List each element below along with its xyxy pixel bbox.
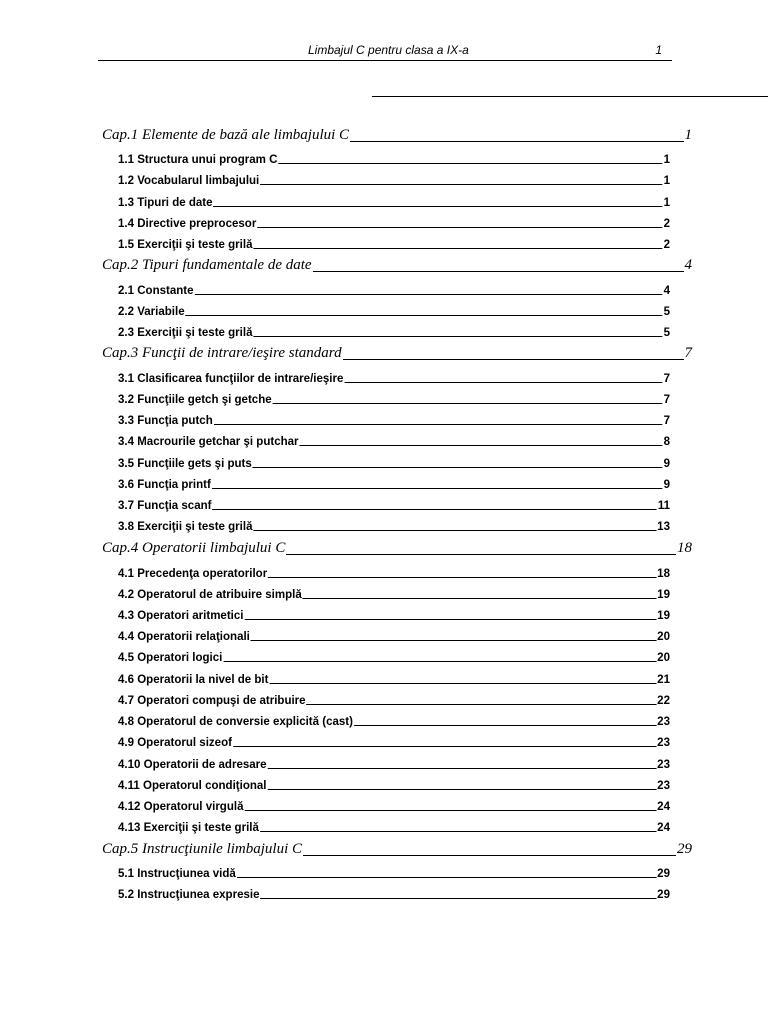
toc-page-number: 7 xyxy=(663,413,670,427)
toc-page-number: 7 xyxy=(684,345,692,361)
toc-chapter-entry[interactable] xyxy=(102,256,692,274)
toc-page-number: 2 xyxy=(663,237,670,251)
toc-section-title: 4.4 Operatorii relaţionali xyxy=(118,629,250,643)
toc-section-entry[interactable] xyxy=(118,607,670,622)
toc-chapter-entry[interactable] xyxy=(102,840,692,858)
toc-page-number: 13 xyxy=(657,519,670,533)
header-title: Limbajul C pentru clasa a IX-a xyxy=(308,43,469,57)
toc-leader-line xyxy=(260,897,656,899)
toc-section-entry[interactable] xyxy=(118,865,670,880)
toc-leader-line xyxy=(343,358,684,360)
toc-section-entry[interactable] xyxy=(118,734,670,749)
toc-section-title: 4.8 Operatorul de conversie explicită (cast) xyxy=(118,714,353,728)
toc-section-title: 1.5 Exerciţii şi teste grilă xyxy=(118,237,253,251)
toc-leader-line xyxy=(195,293,663,295)
toc-leader-line xyxy=(257,226,662,228)
toc-section-title: 5.2 Instrucţiunea expresie xyxy=(118,887,260,901)
toc-leader-line xyxy=(253,247,662,249)
toc-section-title: 2.2 Variabile xyxy=(118,304,185,318)
toc-section-title: 1.4 Directive preprocesor xyxy=(118,216,257,230)
toc-section-entry[interactable] xyxy=(118,886,670,901)
toc-page-number: 19 xyxy=(657,608,670,622)
toc-page-number: 23 xyxy=(657,735,670,749)
toc-leader-line xyxy=(244,618,656,620)
toc-page-number: 11 xyxy=(657,498,670,512)
toc-page-number: 21 xyxy=(657,672,670,686)
toc-section-title: 2.1 Constante xyxy=(118,283,194,297)
toc-leader-line xyxy=(313,270,684,272)
toc-leader-line xyxy=(212,508,656,510)
toc-section-title: 4.6 Operatorii la nivel de bit xyxy=(118,672,269,686)
toc-section-entry[interactable] xyxy=(118,282,670,297)
toc-section-title: 3.4 Macrourile getchar şi putchar xyxy=(118,434,299,448)
toc-leader-line xyxy=(354,724,656,726)
toc-section-entry[interactable] xyxy=(118,628,670,643)
toc-page-number: 1 xyxy=(663,173,670,187)
toc-chapter-title: Cap.5 Instrucţiunile limbajului C xyxy=(102,841,303,857)
toc-section-entry[interactable] xyxy=(118,215,670,230)
toc-leader-line xyxy=(269,682,656,684)
toc-leader-line xyxy=(251,639,656,641)
toc-page-number: 18 xyxy=(657,566,670,580)
toc-section-title: 5.1 Instrucţiunea vidă xyxy=(118,866,236,880)
toc-page-number: 29 xyxy=(657,887,670,901)
toc-leader-line xyxy=(307,703,657,705)
toc-page-number: 1 xyxy=(663,152,670,166)
toc-section-entry[interactable] xyxy=(118,433,670,448)
toc-chapter-title: Cap.4 Operatorii limbajului C xyxy=(102,540,286,556)
toc-leader-line xyxy=(253,466,663,468)
toc-section-entry[interactable] xyxy=(118,151,670,166)
toc-section-title: 4.7 Operatori compuşi de atribuire xyxy=(118,693,306,707)
toc-section-title: 3.7 Funcţia scanf xyxy=(118,498,212,512)
toc-page-number: 24 xyxy=(657,799,670,813)
toc-leader-line xyxy=(260,183,662,185)
toc-page-number: 1 xyxy=(684,127,692,143)
toc-page-number: 22 xyxy=(657,693,670,707)
toc-section-title: 2.3 Exerciţii şi teste grilă xyxy=(118,325,253,339)
toc-section-entry[interactable] xyxy=(118,303,670,318)
toc-leader-line xyxy=(253,335,662,337)
toc-section-title: 3.8 Exerciţii şi teste grilă xyxy=(118,519,253,533)
toc-leader-line xyxy=(350,140,683,142)
toc-section-entry[interactable] xyxy=(118,756,670,771)
toc-section-entry[interactable] xyxy=(118,777,670,792)
toc-chapter-entry[interactable] xyxy=(102,126,692,144)
header-page-number: 1 xyxy=(655,43,662,57)
toc-section-entry[interactable] xyxy=(118,819,670,834)
toc-chapter-entry[interactable] xyxy=(102,344,692,362)
toc-page-number: 1 xyxy=(663,195,670,209)
toc-page-number: 29 xyxy=(677,841,692,857)
toc-leader-line xyxy=(253,529,656,531)
toc-leader-line xyxy=(186,314,663,316)
toc-leader-line xyxy=(212,487,663,489)
toc-page-number: 9 xyxy=(663,456,670,470)
toc-leader-line xyxy=(300,444,663,446)
toc-page-number: 7 xyxy=(663,371,670,385)
toc-section-title: 4.10 Operatorii de adresare xyxy=(118,757,267,771)
toc-section-entry[interactable] xyxy=(118,692,670,707)
toc-chapter-entry[interactable] xyxy=(102,539,692,557)
toc-section-entry[interactable] xyxy=(118,194,670,209)
toc-section-entry[interactable] xyxy=(118,370,670,385)
toc-leader-line xyxy=(278,162,662,164)
toc-page-number: 8 xyxy=(663,434,670,448)
toc-leader-line xyxy=(260,830,656,832)
toc-section-entry[interactable] xyxy=(118,586,670,601)
horizontal-rule xyxy=(372,96,768,97)
toc-section-entry[interactable] xyxy=(118,565,670,580)
toc-leader-line xyxy=(286,553,676,555)
toc-leader-line xyxy=(268,576,656,578)
toc-leader-line xyxy=(303,597,657,599)
toc-leader-line xyxy=(273,402,663,404)
toc-page-number: 23 xyxy=(657,714,670,728)
toc-section-entry[interactable] xyxy=(118,455,670,470)
toc-page-number: 20 xyxy=(657,629,670,643)
toc-section-title: 4.12 Operatorul virgulă xyxy=(118,799,244,813)
toc-leader-line xyxy=(214,205,663,207)
toc-section-entry[interactable] xyxy=(118,391,670,406)
toc-section-title: 4.9 Operatorul sizeof xyxy=(118,735,232,749)
toc-page-number: 19 xyxy=(657,587,670,601)
toc-section-entry[interactable] xyxy=(118,412,670,427)
page-header xyxy=(98,42,672,61)
toc-section-title: 1.3 Tipuri de date xyxy=(118,195,213,209)
toc-section-title: 3.3 Funcţia putch xyxy=(118,413,213,427)
toc-chapter-title: Cap.2 Tipuri fundamentale de date xyxy=(102,257,312,273)
toc-page-number: 20 xyxy=(657,650,670,664)
toc-page-number: 29 xyxy=(657,866,670,880)
toc-leader-line xyxy=(214,423,663,425)
toc-page-number: 2 xyxy=(663,216,670,230)
toc-section-title: 1.2 Vocabularul limbajului xyxy=(118,173,260,187)
toc-leader-line xyxy=(244,809,656,811)
toc-page-number: 7 xyxy=(663,392,670,406)
toc-page-number: 9 xyxy=(663,477,670,491)
toc-page-number: 18 xyxy=(677,540,692,556)
toc-page-number: 4 xyxy=(684,257,692,273)
toc-section-title: 4.1 Precedenţa operatorilor xyxy=(118,566,268,580)
toc-section-entry[interactable] xyxy=(118,497,670,512)
toc-page-number: 24 xyxy=(657,820,670,834)
toc-section-title: 4.5 Operatori logici xyxy=(118,650,223,664)
toc-section-title: 4.11 Operatorul condiţional xyxy=(118,778,267,792)
toc-section-title: 4.3 Operatori aritmetici xyxy=(118,608,244,622)
toc-section-entry[interactable] xyxy=(118,172,670,187)
toc-page-number: 23 xyxy=(657,778,670,792)
toc-page-number: 23 xyxy=(657,757,670,771)
toc-leader-line xyxy=(237,876,656,878)
toc-section-entry[interactable] xyxy=(118,324,670,339)
toc-section-title: 4.13 Exerciţii şi teste grilă xyxy=(118,820,259,834)
toc-section-title: 1.1 Structura unui program C xyxy=(118,152,278,166)
toc-leader-line xyxy=(344,381,662,383)
toc-leader-line xyxy=(268,767,657,769)
toc-section-title: 3.2 Funcţiile getch şi getche xyxy=(118,392,272,406)
toc-section-title: 4.2 Operatorul de atribuire simplă xyxy=(118,587,302,601)
toc-page-number: 4 xyxy=(663,283,670,297)
toc-leader-line xyxy=(303,854,676,856)
toc-chapter-title: Cap.1 Elemente de bază ale limbajului C xyxy=(102,127,350,143)
toc-section-entry[interactable] xyxy=(118,236,670,251)
toc-section-entry[interactable] xyxy=(118,649,670,664)
toc-section-entry[interactable] xyxy=(118,518,670,533)
toc-page-number: 5 xyxy=(663,325,670,339)
toc-section-title: 3.6 Funcţia printf xyxy=(118,477,211,491)
toc-section-entry[interactable] xyxy=(118,713,670,728)
toc-page-number: 5 xyxy=(663,304,670,318)
toc-section-title: 3.5 Funcţiile gets şi puts xyxy=(118,456,252,470)
toc-section-title: 3.1 Clasificarea funcţiilor de intrare/ieşire xyxy=(118,371,344,385)
toc-section-entry[interactable] xyxy=(118,798,670,813)
toc-section-entry[interactable] xyxy=(118,671,670,686)
toc-leader-line xyxy=(267,788,656,790)
toc-chapter-title: Cap.3 Funcţii de intrare/ieşire standard xyxy=(102,345,342,361)
toc-leader-line xyxy=(233,745,656,747)
toc-leader-line xyxy=(223,660,656,662)
toc-section-entry[interactable] xyxy=(118,476,670,491)
